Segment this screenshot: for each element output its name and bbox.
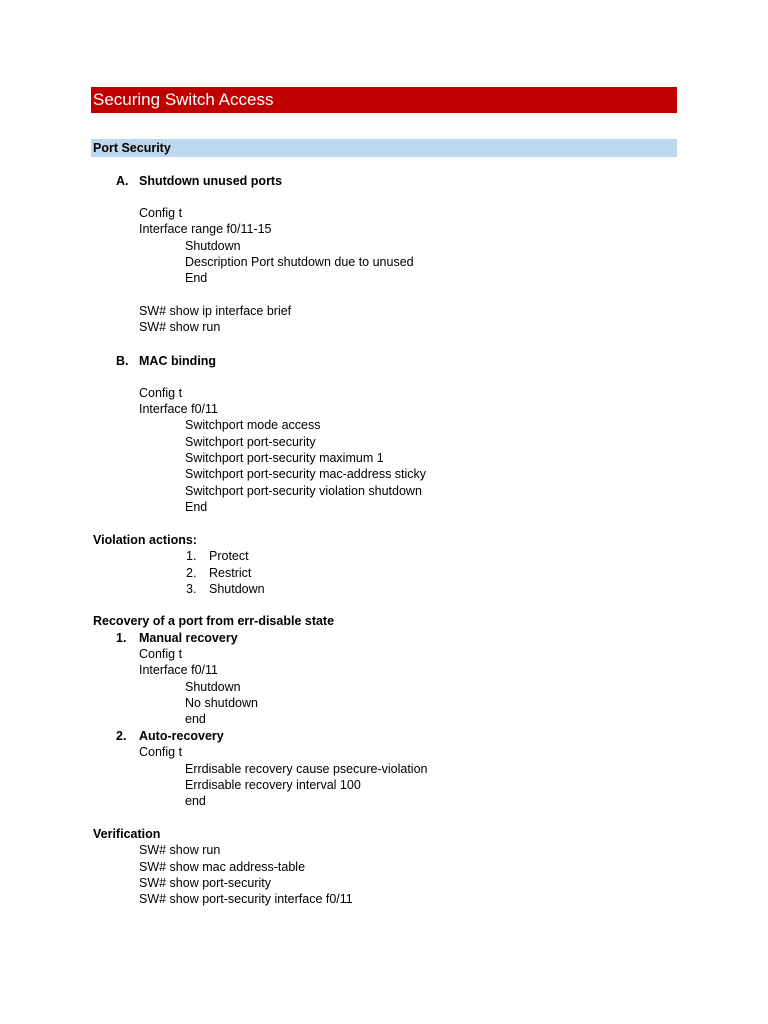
code-line: SW# show port-security xyxy=(139,876,271,890)
code-line: end xyxy=(185,794,206,808)
code-line: SW# show run xyxy=(139,320,221,334)
auto-recovery-heading: Auto-recovery xyxy=(139,729,224,743)
code-line: Shutdown xyxy=(185,680,241,694)
code-line: Errdisable recovery cause psecure-violation xyxy=(185,762,428,776)
manual-recovery-heading: Manual recovery xyxy=(139,631,238,645)
list-item: Restrict xyxy=(209,566,252,580)
code-line: Errdisable recovery interval 100 xyxy=(185,778,361,792)
verification-heading: Verification xyxy=(93,827,161,841)
code-line: SW# show port-security interface f0/11 xyxy=(139,892,353,906)
code-line: Interface range f0/11-15 xyxy=(139,222,272,236)
code-line: SW# show ip interface brief xyxy=(139,304,292,318)
part-b-heading: MAC binding xyxy=(139,354,217,368)
code-line: Switchport port-security violation shutdown xyxy=(185,484,422,498)
code-line: Description Port shutdown due to unused xyxy=(185,255,414,269)
violation-heading: Violation actions: xyxy=(93,533,197,547)
code-line: Interface f0/11 xyxy=(139,663,218,677)
list-number: 2. xyxy=(116,729,127,743)
code-line: Interface f0/11 xyxy=(139,402,218,416)
section-heading: Port Security xyxy=(93,141,171,155)
code-line: Switchport port-security maximum 1 xyxy=(185,451,384,465)
list-number: 1. xyxy=(116,631,127,645)
code-line: Switchport port-security mac-address sticky xyxy=(185,467,427,481)
list-item: Shutdown xyxy=(209,582,265,596)
code-line: SW# show mac address-table xyxy=(139,860,306,874)
section-bar xyxy=(91,139,677,157)
part-a-heading: Shutdown unused ports xyxy=(139,174,283,188)
code-line: Config t xyxy=(139,386,183,400)
code-line: Config t xyxy=(139,745,183,759)
part-a-marker: A. xyxy=(116,174,129,188)
list-item: Protect xyxy=(209,549,249,563)
code-line: Config t xyxy=(139,206,183,220)
code-line: Switchport mode access xyxy=(185,418,321,432)
code-line: Switchport port-security xyxy=(185,435,316,449)
part-b-marker: B. xyxy=(116,354,129,368)
code-line: Config t xyxy=(139,647,183,661)
list-number: 1. xyxy=(186,549,197,563)
code-line: End xyxy=(185,271,208,285)
recovery-heading: Recovery of a port from err-disable state xyxy=(93,614,335,628)
code-line: End xyxy=(185,500,208,514)
code-line: Shutdown xyxy=(185,239,241,253)
page-title: Securing Switch Access xyxy=(93,90,274,109)
code-line: end xyxy=(185,712,206,726)
list-number: 3. xyxy=(186,582,197,596)
list-number: 2. xyxy=(186,566,197,580)
code-line: SW# show run xyxy=(139,843,221,857)
code-line: No shutdown xyxy=(185,696,258,710)
title-bar xyxy=(91,87,677,113)
